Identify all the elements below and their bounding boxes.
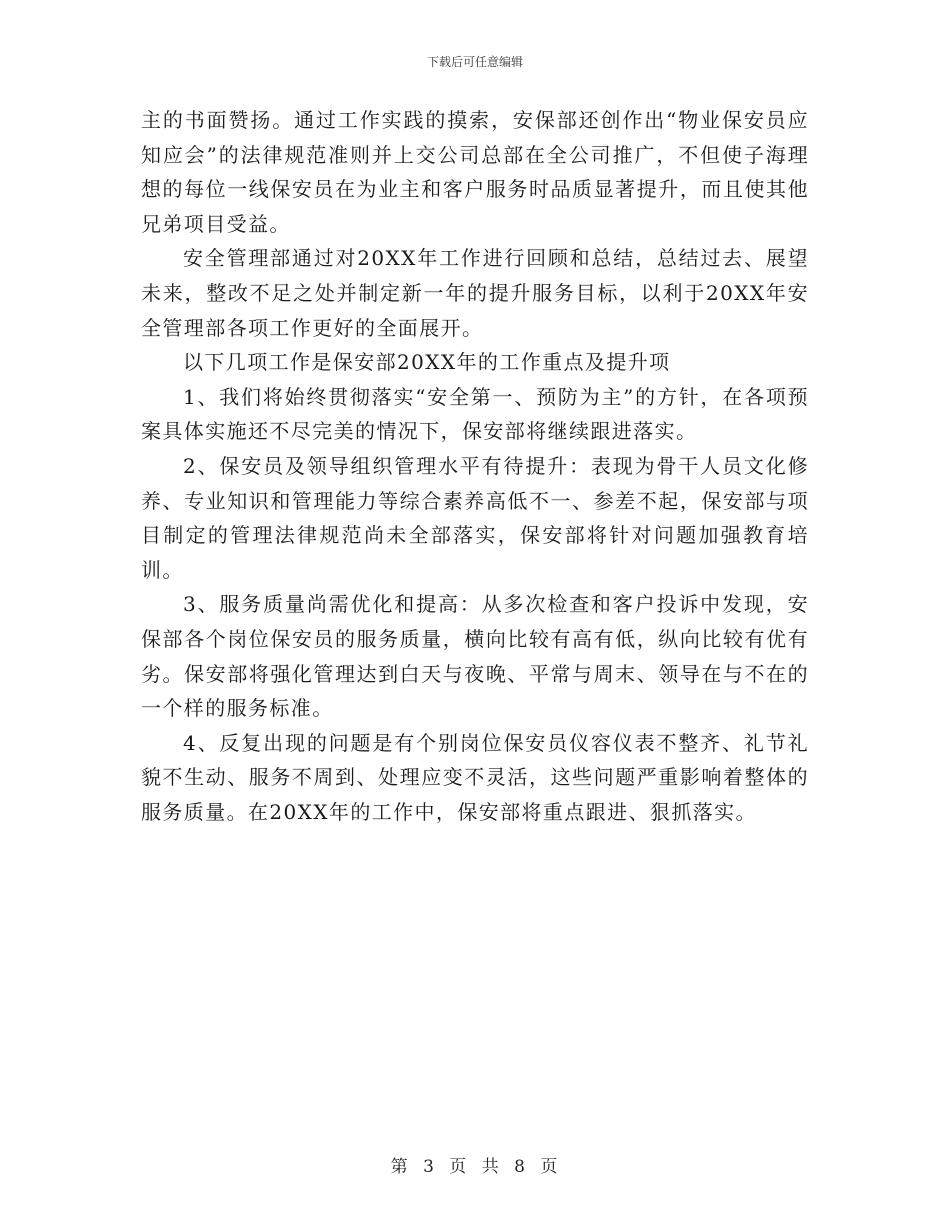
paragraph-item-2: 2、保安员及领导组织管理水平有待提升：表现为骨干人员文化修养、专业知识和管理能力等综合素养高低不一、参差不起，保安部与项目制定的管理法律规范尚未全部落实，保安部将针对问题加强教育培训。 — [141, 453, 809, 582]
paragraph-summary: 安全管理部通过对20XX年工作进行回顾和总结，总结过去、展望未来，整改不足之处并制定新一年的提升服务目标，以利于20XX年安全管理部各项工作更好的全面展开。 — [141, 246, 809, 340]
paragraph-item-3: 3、服务质量尚需优化和提高：从多次检查和客户投诉中发现，安保部各个岗位保安员的服务质量，横向比较有高有低，纵向比较有优有劣。保安部将强化管理达到白天与夜晚、平常与周末、领导在与不在的一个样的服务标准。 — [141, 592, 809, 721]
paragraph-item-1: 1、我们将始终贯彻落实“安全第一、预防为主”的方针，在各项预案具体实施还不尽完美的情况下，保安部将继续跟进落实。 — [141, 384, 809, 444]
document-body — [141, 103, 809, 829]
page-number: 第 3 页 共 8 页 — [390, 1157, 560, 1177]
paragraph-key-points-intro: 以下几项工作是保安部20XX年的工作重点及提升项 — [183, 350, 671, 375]
page-header-note: 下载后可任意编辑 — [426, 55, 523, 69]
paragraph-continuation: 主的书面赞扬。通过工作实践的摸索，安保部还创作出“物业保安员应知应会”的法律规范准则并上交公司总部在全公司推广，不但使子海理想的每位一线保安员在为业主和客户服务时品质显著提升，而且使其他兄弟项目受益。 — [141, 108, 809, 236]
paragraph-item-4: 4、反复出现的问题是有个别岗位保安员仪容仪表不整齐、礼节礼貌不生动、服务不周到、处理应变不灵活，这些问题严重影响着整体的服务质量。在20XX年的工作中，保安部将重点跟进、狠抓落实。 — [141, 730, 809, 824]
